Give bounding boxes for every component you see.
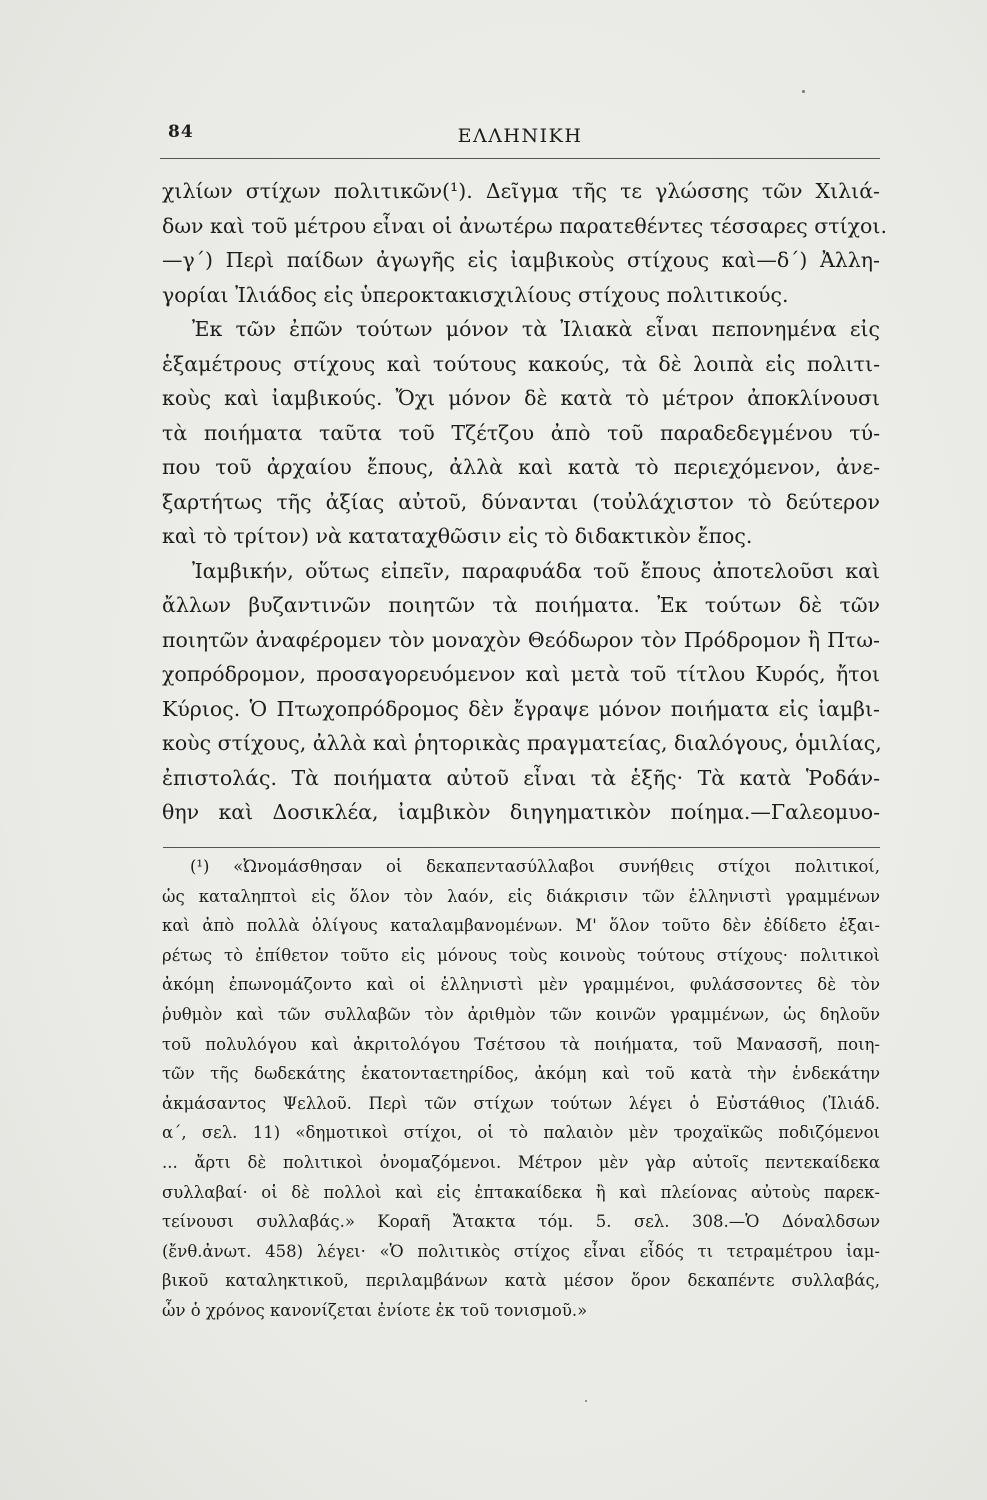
footnote-line: (¹) «Ὠνομάσθησαν οἱ δεκαπεντασύλλαβοι συνήθεις στίχοι πολιτικοί, xyxy=(190,857,880,876)
text-line: κοὺς στίχους, ἀλλὰ καὶ ῥητορικὰς πραγματείας, διαλόγους, ὁμιλίας, xyxy=(162,731,882,755)
text-line: που τοῦ ἀρχαίου ἔπους, ἀλλὰ καὶ κατὰ τὸ περιεχόμενον, ἀνε- xyxy=(162,455,880,479)
footnote-line: α΄, σελ. 11) «δημοτικοὶ στίχοι, οἱ τὸ παλαιὸν μὲν τροχαϊκῶς ποδιζόμενοι xyxy=(162,1123,880,1143)
footnote-line: τείνουσι συλλαβάς.» Κοραῆ Ἄτακτα τόμ. 5. σελ. 308.—Ὁ Δόναλδσων xyxy=(162,1212,880,1232)
text-line: κοὺς καὶ ἰαμβικούς. Ὄχι μόνον δὲ κατὰ τὸ μέτρον ἀποκλίνουσι xyxy=(162,386,880,410)
footnote-line: βικοῦ καταληκτικοῦ, περιλαμβάνων κατὰ μέσον ὅρον δεκαπέντε συλλαβάς, xyxy=(162,1271,880,1291)
text-line: χιλίων στίχων πολιτικῶν(¹). Δεῖγμα τῆς τε γλώσσης τῶν Χιλιά- xyxy=(162,179,880,203)
header-rule xyxy=(160,158,880,159)
text-line: χοπρόδρομον, προσαγορευόμενον καὶ μετὰ τοῦ τίτλου Κυρός, ἤτοι xyxy=(162,662,880,686)
footnote-line: ὧν ὁ χρόνος κανονίζεται ἐνίοτε ἐκ τοῦ τονισμοῦ.» xyxy=(162,1300,588,1320)
paper-speck xyxy=(585,1400,587,1402)
text-line: —γ΄) Περὶ παίδων ἀγωγῆς εἰς ἰαμβικοὺς στίχους καὶ—δ΄) Ἀλλη- xyxy=(162,248,880,272)
text-line: ἐπιστολάς. Τὰ ποιήματα αὐτοῦ εἶναι τὰ ἑξῆς· Τὰ κατὰ Ῥοδάν- xyxy=(162,765,880,790)
text-line: Ἐκ τῶν ἐπῶν τούτων μόνον τὰ Ἰλιακὰ εἶναι πεπονημένα εἰς xyxy=(192,317,880,341)
text-line: δων καὶ τοῦ μέτρου εἶναι οἱ ἀνωτέρω παρατεθέντες τέσσαρες στίχοι. xyxy=(162,213,887,238)
footnote-line: ἀκόμη ἐπωνομάζοντο καὶ οἱ ἑλληνιστὶ μὲν γραμμένοι, φυλάσσοντες δὲ τὸν xyxy=(162,975,880,995)
text-line: ποιητῶν ἀναφέρομεν τὸν μοναχὸν Θεόδωρον τὸν Πρόδρομον ἢ Πτω- xyxy=(162,627,880,652)
page-number: 84 xyxy=(168,122,194,142)
text-line: καὶ τὸ τρίτον) νὰ καταταχθῶσιν εἰς τὸ διδακτικὸν ἔπος. xyxy=(162,524,753,548)
footnote xyxy=(162,852,880,1326)
text-line: γορίαι Ἰλιάδος εἰς ὑπεροκτακισχιλίους στίχους πολιτικούς. xyxy=(162,282,789,307)
text-line: Κύριος. Ὁ Πτωχοπρόδρομος δὲν ἔγραψε μόνον ποιήματα εἰς ἰαμβι- xyxy=(162,696,880,721)
footnote-line: ... ἄρτι δὲ πολιτικοὶ ὀνομαζόμενοι. Μέτρον μὲν γὰρ αὐτοῖς πεντεκαίδεκα xyxy=(162,1152,880,1172)
text-line: ἄλλων βυζαντινῶν ποιητῶν τὰ ποιήματα. Ἐκ τούτων δὲ τῶν xyxy=(162,593,880,617)
footnote-line: (ἔνθ.ἀνωτ. 458) λέγει· «Ὁ πολιτικὸς στίχος εἶναι εἶδός τι τετραμέτρου ἰαμ- xyxy=(162,1241,880,1261)
footnote-line: συλλαβαί· οἱ δὲ πολλοὶ καὶ εἰς ἑπτακαίδεκα ἢ καὶ πλείονας αὐτοὺς παρεκ- xyxy=(162,1182,880,1202)
text-line: ἑξαμέτρους στίχους καὶ τούτους κακούς, τὰ δὲ λοιπὰ εἰς πολιτι- xyxy=(162,351,880,376)
paper-speck xyxy=(802,90,805,93)
footnote-line: τῶν τῆς δωδεκάτης ἑκατονταετηρίδος, ἀκόμη καὶ τοῦ κατὰ τὴν ἑνδεκάτην xyxy=(162,1064,880,1084)
page-header xyxy=(160,122,880,154)
footnote-rule xyxy=(163,847,880,848)
footnote-line: ρέτως τὸ ἐπίθετον τοῦτο εἰς μόνους τοὺς κοινοὺς τούτους στίχους· πολιτικοὶ xyxy=(162,945,880,965)
text-line: τὰ ποιήματα ταῦτα τοῦ Τζέτζου ἀπὸ τοῦ παραδεδεγμένου τύ- xyxy=(162,420,880,445)
text-line: ξαρτήτως τῆς ἀξίας αὐτοῦ, δύνανται (τοὐλάχιστον τὸ δεύτερον xyxy=(162,489,880,514)
footnote-line: ὡς καταληπτοὶ εἰς ὅλον τὸν λαόν, εἰς διάκρισιν τῶν ἑλληνιστὶ γραμμένων xyxy=(162,886,880,906)
text-line: Ἰαμβικήν, οὕτως εἰπεῖν, παραφυάδα τοῦ ἔπους ἀποτελοῦσι καὶ xyxy=(192,558,880,583)
footnote-line: ἀκμάσαντος Ψελλοῦ. Περὶ τῶν στίχων τούτων λέγει ὁ Εὐστάθιος (Ἰλιάδ. xyxy=(162,1093,880,1113)
main-text xyxy=(162,174,887,830)
footnote-line: τοῦ πολυλόγου καὶ ἀκριτολόγου Τσέτσου τὰ ποιήματα, τοῦ Μανασσῆ, ποιη- xyxy=(162,1034,880,1054)
running-head: ΕΛΛΗΝΙΚΗ xyxy=(457,125,583,147)
footnote-line: καὶ ἀπὸ πολλὰ ὀλίγους καταλαμβανομένων. Μ' ὅλον τοῦτο δὲν ἐδίδετο ἐξαι- xyxy=(162,916,880,936)
text-line: θην καὶ Δοσικλέα, ἰαμβικὸν διηγηματικὸν ποίημα.—Γαλεομυο- xyxy=(162,800,880,824)
footnote-line: ῥυθμὸν καὶ τῶν συλλαβῶν τὸν ἀριθμὸν τῶν κοινῶν γραμμένων, ὡς δηλοῦν xyxy=(162,1004,880,1024)
